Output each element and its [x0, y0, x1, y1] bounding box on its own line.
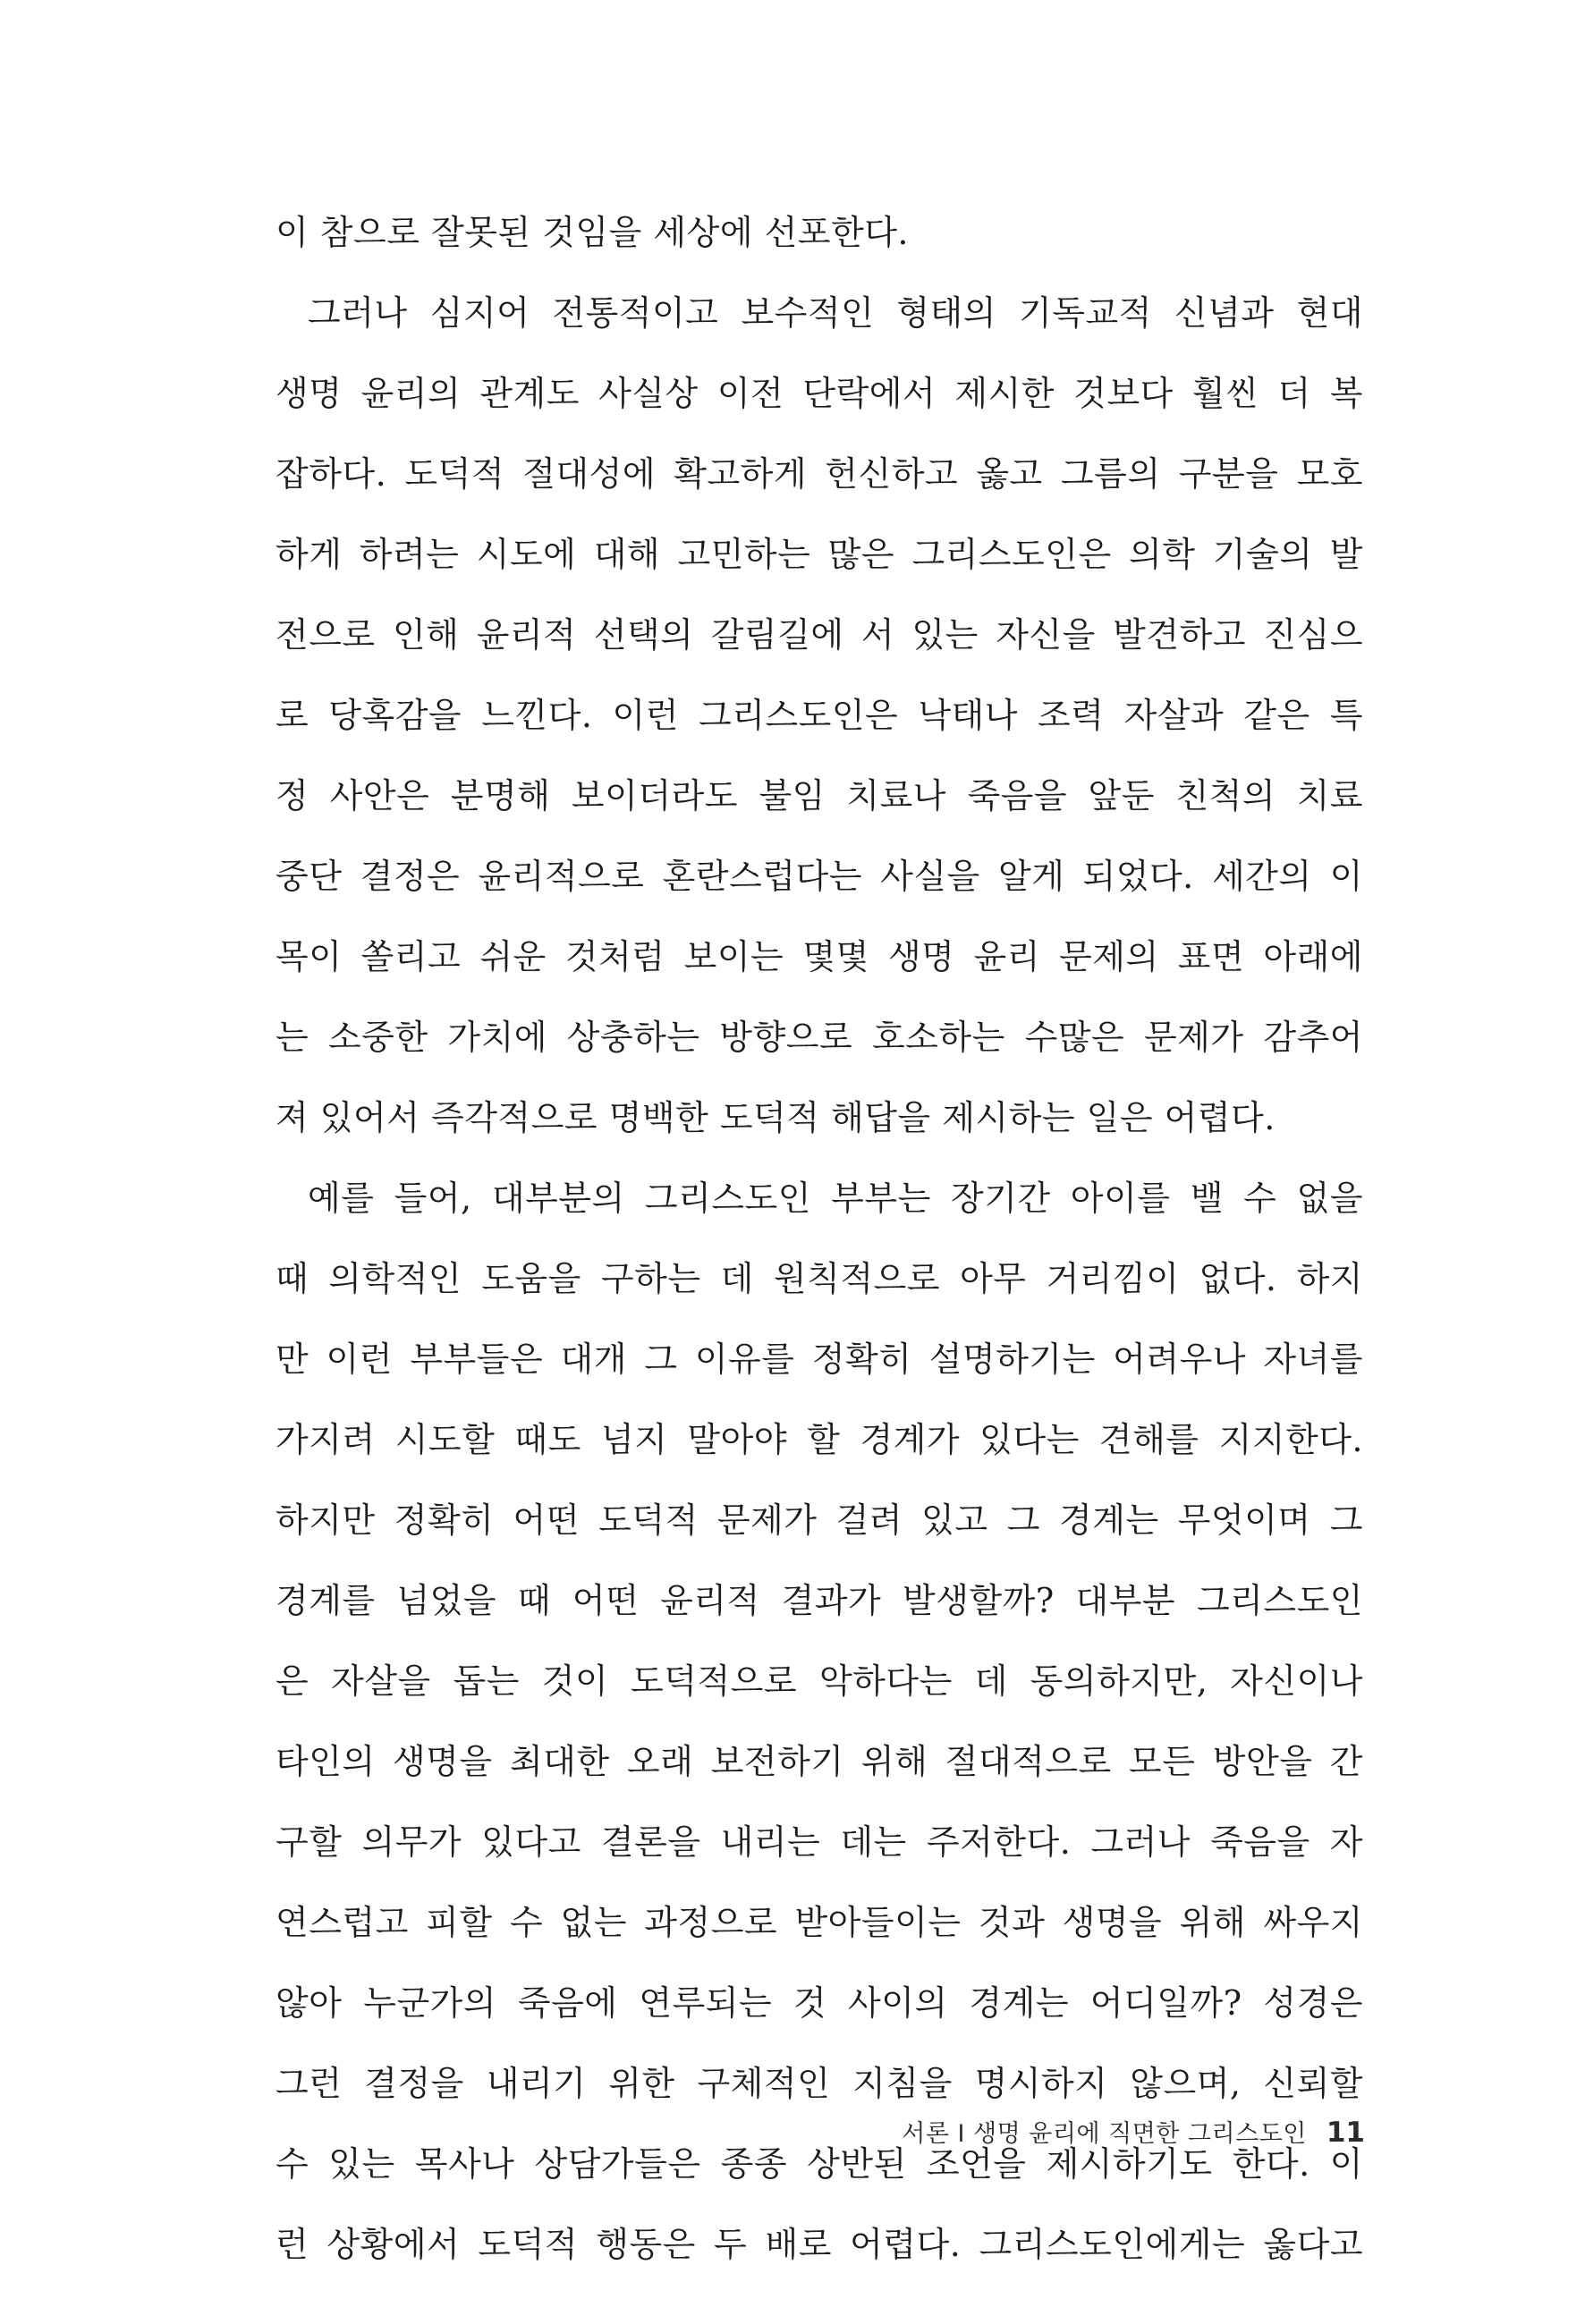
text-line: 은 자살을 돕는 것이 도덕적으로 악하다는 데 동의하지만, 자신이나 — [275, 1661, 1363, 1701]
page-number: 11 — [1326, 2117, 1365, 2149]
text-line: 때 의학적인 도움을 구하는 데 원칙적으로 아무 거리낌이 없다. 하지 — [275, 1259, 1363, 1298]
text-line: 수 있는 목사나 상담가들은 종종 상반된 조언을 제시하기도 한다. 이 — [275, 2144, 1363, 2184]
text-line: 전으로 인해 윤리적 선택의 갈림길에 서 있는 자신을 발견하고 진심으 — [275, 615, 1363, 655]
text-line: 는 소중한 가치에 상충하는 방향으로 호소하는 수많은 문제가 감추어 — [275, 1018, 1363, 1057]
body-text — [275, 192, 1363, 2285]
text-line: 예를 들어, 대부분의 그리스도인 부부는 장기간 아이를 밸 수 없을 — [308, 1179, 1363, 1218]
text-line: 목이 쏠리고 쉬운 것처럼 보이는 몇몇 생명 윤리 문제의 표면 아래에 — [275, 937, 1363, 976]
text-line: 구할 의무가 있다고 결론을 내리는 데는 주저한다. 그러나 죽음을 자 — [275, 1822, 1363, 1862]
text-line: 런 상황에서 도덕적 행동은 두 배로 어렵다. 그리스도인에게는 옳다고 — [275, 2225, 1363, 2264]
text-line: 정 사안은 분명해 보이더라도 불임 치료나 죽음을 앞둔 친척의 치료 — [275, 776, 1363, 816]
text-line: 경계를 넘었을 때 어떤 윤리적 결과가 발생할까? 대부분 그리스도인 — [275, 1581, 1363, 1620]
text-line: 그런 결정을 내리기 위한 구체적인 지침을 명시하지 않으며, 신뢰할 — [275, 2064, 1363, 2103]
text-line: 않아 누군가의 죽음에 연루되는 것 사이의 경계는 어디일까? 성경은 — [275, 1983, 1363, 2023]
text-line: 타인의 생명을 최대한 오래 보전하기 위해 절대적으로 모든 방안을 간 — [275, 1742, 1363, 1781]
page-footer — [902, 2114, 1365, 2149]
text-line: 중단 결정은 윤리적으로 혼란스럽다는 사실을 알게 되었다. 세간의 이 — [275, 857, 1363, 896]
text-line: 로 당혹감을 느낀다. 이런 그리스도인은 낙태나 조력 자살과 같은 특 — [275, 696, 1363, 735]
running-head: 서론 I 생명 윤리에 직면한 그리스도인 — [902, 2120, 1307, 2148]
text-line: 하게 하려는 시도에 대해 고민하는 많은 그리스도인은 의학 기술의 발 — [275, 535, 1363, 574]
text-line: 그러나 심지어 전통적이고 보수적인 형태의 기독교적 신념과 현대 — [308, 293, 1363, 333]
text-line: 가지려 시도할 때도 넘지 말아야 할 경계가 있다는 견해를 지지한다. — [275, 1420, 1363, 1459]
text-line: 이 참으로 잘못된 것임을 세상에 선포한다. — [275, 213, 910, 252]
text-line: 생명 윤리의 관계도 사실상 이전 단락에서 제시한 것보다 훨씬 더 복 — [275, 374, 1363, 413]
text-line: 연스럽고 피할 수 없는 과정으로 받아들이는 것과 생명을 위해 싸우지 — [275, 1903, 1363, 1942]
text-line: 잡하다. 도덕적 절대성에 확고하게 헌신하고 옳고 그름의 구분을 모호 — [275, 454, 1363, 494]
text-line: 져 있어서 즉각적으로 명백한 도덕적 해답을 제시하는 일은 어렵다. — [275, 1098, 1276, 1137]
text-line: 하지만 정확히 어떤 도덕적 문제가 걸려 있고 그 경계는 무엇이며 그 — [275, 1500, 1363, 1540]
text-line: 만 이런 부부들은 대개 그 이유를 정확히 설명하기는 어려우나 자녀를 — [275, 1339, 1363, 1379]
